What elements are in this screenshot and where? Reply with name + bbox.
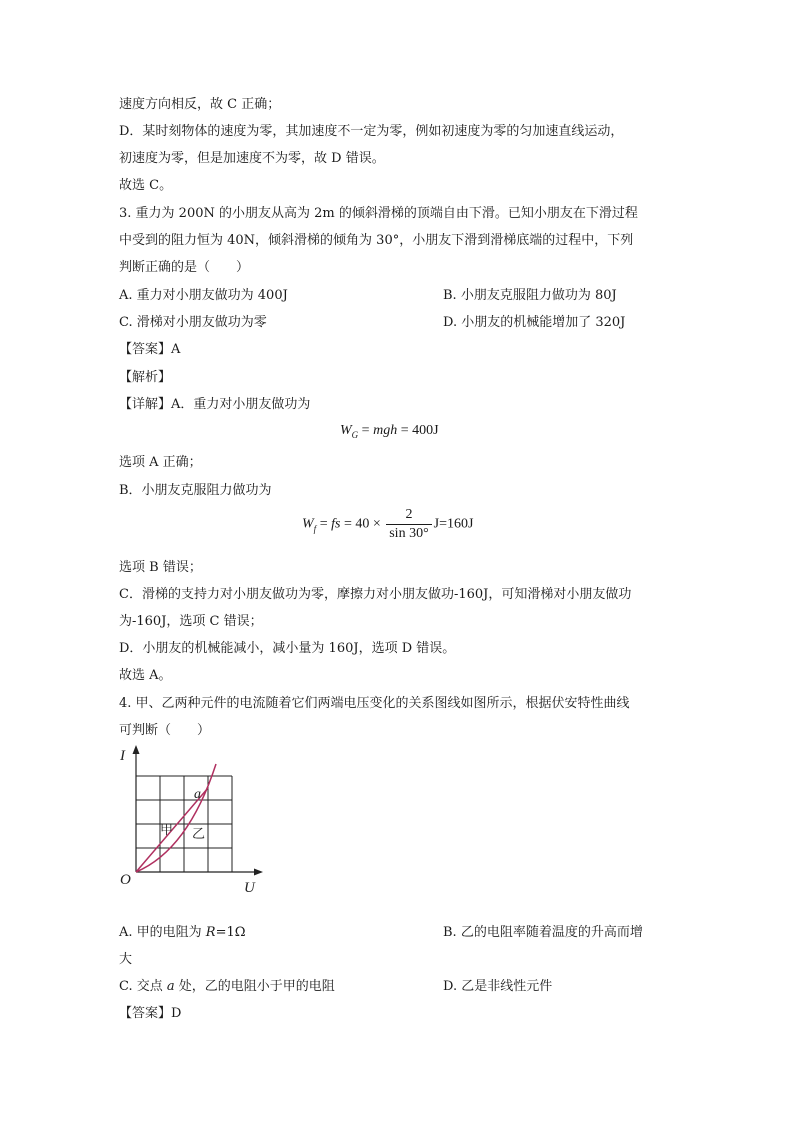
question-4-option-c: C. 交点 a 处，乙的电阻小于甲的电阻 (119, 979, 335, 994)
axis-label-u: U (244, 880, 255, 894)
question-3-stem: 3. 重力为 200N 的小朋友从高为 2m 的倾斜滑梯的顶端自由下滑。已知小朋友在下滑过程 (119, 206, 638, 221)
axis-label-i: I (120, 748, 125, 764)
answer-label: 【答案】D (119, 1006, 182, 1021)
detail-text: D．小朋友的机械能减小，减小量为 160J，选项 D 错误。 (119, 641, 456, 656)
text-line: 初速度为零，但是加速度不为零，故 D 错误。 (119, 151, 385, 166)
question-3-option-d: D. 小朋友的机械能增加了 320J (443, 315, 626, 330)
origin-label: O (120, 872, 131, 888)
x-axis-arrow-icon (254, 869, 263, 876)
detail-text: 选项 A 正确； (119, 455, 202, 470)
detail-text: 【详解】A．重力对小朋友做功为 (119, 397, 311, 412)
question-4-option-b-cont: 大 (119, 952, 133, 967)
question-4-stem: 可判断（ ） (119, 723, 211, 738)
detail-text: 故选 A。 (119, 668, 172, 683)
question-3-option-a: A. 重力对小朋友做功为 400J (119, 288, 288, 303)
grid (136, 776, 232, 872)
question-3-option-b: B. 小朋友克服阻力做功为 80J (443, 288, 617, 303)
curve-yi (136, 764, 216, 872)
label-jia: 甲 (160, 822, 174, 837)
detail-text: 选项 B 错误； (119, 560, 202, 575)
question-4-option-b: B. 乙的电阻率随着温度的升高而增 (443, 925, 643, 940)
detail-text: C．滑梯的支持力对小朋友做功为零，摩擦力对小朋友做功-160J，可知滑梯对小朋友做功 (119, 587, 632, 602)
label-yi: 乙 (192, 826, 206, 841)
formula-work-friction: $W_f$ = fs = 40 × $\frac{2}{\sin 30^\circ}$ J=160J (302, 507, 474, 541)
question-3-stem: 中受到的阻力恒为 40N，倾斜滑梯的倾角为 30°，小朋友下滑到滑梯底端的过程中，下列 (119, 233, 634, 248)
question-4-option-a: A. 甲的电阻为 R=1Ω (119, 925, 246, 940)
answer-label: 【答案】A (119, 342, 181, 357)
question-3-option-c: C. 滑梯对小朋友做功为零 (119, 315, 267, 330)
question-4-stem: 4. 甲、乙两种元件的电流随着它们两端电压变化的关系图线如图所示，根据伏安特性曲线 (119, 696, 630, 711)
text-line: D．某时刻物体的速度为零，其加速度不一定为零，例如初速度为零的匀加速直线运动， (119, 124, 624, 139)
detail-text: 为-160J，选项 C 错误； (119, 614, 263, 629)
y-axis-arrow-icon (133, 745, 140, 754)
text-line: 速度方向相反，故 C 正确； (119, 97, 281, 112)
formula-work-gravity: $W_G$ = mgh = 400J (340, 423, 439, 440)
fraction: $\frac{2}{\sin 30^\circ}$ (386, 507, 431, 542)
label-a: a (194, 787, 201, 802)
detail-text: B．小朋友克服阻力做功为 (119, 483, 272, 498)
question-3-stem: 判断正确的是（ ） (119, 260, 250, 275)
iv-characteristic-graph (110, 742, 270, 894)
text-line: 故选 C。 (119, 178, 173, 193)
question-4-option-d: D. 乙是非线性元件 (443, 979, 553, 994)
analysis-label: 【解析】 (119, 370, 172, 385)
